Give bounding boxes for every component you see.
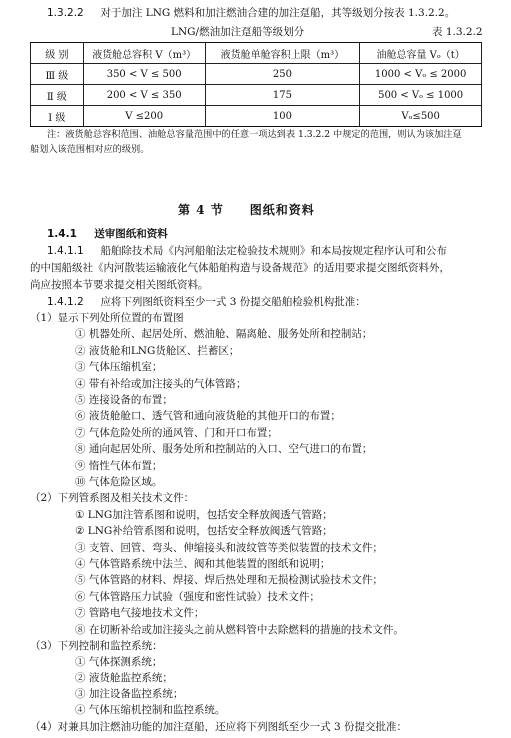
- list-item: ② 液货舱监控系统；: [75, 672, 173, 684]
- table-cell: 500 < Vₒ ≤ 1000: [360, 85, 482, 106]
- table-row: [31, 64, 482, 85]
- table-label: 表 1.3.2.2: [432, 26, 483, 38]
- list-item: ⑦ 气体危险处所的通风管、门和开口布置；: [75, 426, 278, 439]
- heading-text: 送审图纸和资料: [94, 228, 168, 240]
- section-title: 第 4 节 图纸和资料: [178, 203, 315, 217]
- list-item: ③ 气体压缩机室；: [75, 361, 163, 374]
- table-title: LNG/燃油加注趸船等级划分: [171, 26, 305, 38]
- clause-text: 船舶除技术局《内河船舶法定检验技术规则》和本局按规定程序认可和公布: [100, 245, 447, 257]
- list-item: ⑤ 气体管路的材料、焊接、焊后热处理和无损检测试验技术文件；: [75, 574, 383, 587]
- list-item: ⑧ 通向起居处所、服务处所和控制站的入口、空气进口的布置；: [75, 443, 373, 456]
- heading-1-4-1: [47, 227, 168, 241]
- table-cell: Ⅲ 级: [31, 64, 84, 85]
- table-cell: Ⅱ 级: [31, 85, 84, 106]
- list-item: ④ 带有补给或加注接头的气体管路；: [75, 377, 247, 390]
- list-item: ② 液货舱和LNG货舱区、拦蓄区；: [75, 344, 240, 357]
- list-1-heading: （1）显示下列处所位置的布置图: [30, 312, 184, 324]
- list-item: ⑥ 液货舱舱口、透气管和通向液货舱的其他开口的布置；: [75, 410, 341, 423]
- table-row: [31, 106, 482, 127]
- table-header-row: [31, 43, 482, 64]
- clause-number: 1.3.2.2: [47, 7, 84, 19]
- list-item: ④ 气体压缩机控制和监控系统。: [75, 704, 226, 716]
- table-note-line-1: 注：液货舱总容积范围、油舱总容量范围中的任意一项达到表 1.3.2.2 中规定的范围，则认为该加注趸: [47, 129, 462, 140]
- list-item: ② LNG补给管系图和说明，包括安全释放阀透气管路；: [75, 525, 333, 538]
- header-cell: 级 别: [31, 43, 84, 64]
- table-note-line-2: 船划入该范围相对应的级别。: [30, 144, 150, 155]
- table-cell: 1000 < Vₒ ≤ 2000: [360, 64, 482, 85]
- list-item: ① LNG加注管系图和说明，包括安全释放阀透气管路；: [75, 508, 333, 521]
- list-item: ⑧ 在切断补给或加注接头之前从燃料管中去除燃料的措施的技术文件。: [75, 623, 404, 636]
- table-cell: V ≤200: [83, 106, 205, 127]
- table-row: [31, 85, 482, 106]
- table-cell: 175: [205, 85, 360, 106]
- clause-1-3-2-2: [47, 6, 455, 20]
- list-item: ⑤ 连接设备的布置；: [75, 394, 173, 406]
- heading-number: 1.4.1: [47, 228, 77, 240]
- list-item: ⑨ 惰性气体布置；: [75, 459, 163, 472]
- table-cell: Vₒ≤500: [360, 106, 482, 127]
- list-item: ⑩ 气体危险区域。: [75, 476, 163, 488]
- grade-table: [30, 42, 482, 127]
- table-cell: 250: [205, 64, 360, 85]
- table-cell: 350 < V ≤ 500: [83, 64, 205, 85]
- list-item: ⑥ 气体管路压力试验（强度和密性试验）技术文件；: [75, 590, 320, 603]
- list-item: ③ 支管、回管、弯头、伸缩接头和波纹管等类似装置的技术文件；: [75, 541, 383, 554]
- header-cell: 油舱总容量 Vₒ（t）: [360, 43, 482, 64]
- clause-1-4-1-1-line-1: [47, 244, 447, 258]
- clause-1-4-1-1-line-2: 的中国船级社《内河散装运输液化气体船舶构造与设备规范》的适用要求提交图纸资料外，: [30, 262, 450, 274]
- header-cell: 液货舱单舱容积上限（m³）: [205, 43, 360, 64]
- clause-1-4-1-1-line-3: 尚应按照本节要求提交相关图纸资料。: [30, 279, 209, 291]
- list-item: ① 机器处所、起居处所、燃油舱、隔离舱、服务处所和控制站；: [75, 328, 373, 341]
- list-item: ① 气体探测系统；: [75, 656, 163, 668]
- list-item: ⑦ 管路电气接地技术文件；: [75, 607, 205, 620]
- clause-number: 1.4.1.2: [47, 296, 84, 308]
- clause-number: 1.4.1.1: [47, 245, 84, 257]
- header-cell: 液货舱总容积 V（m³）: [83, 43, 205, 64]
- list-3-heading: （3）下列控制和监控系统：: [30, 640, 163, 652]
- list-2-heading: （2）下列管系图及相关技术文件：: [30, 492, 195, 505]
- list-item: ④ 气体管路系统中法兰、阀和其他装置的图纸和说明；: [75, 558, 331, 570]
- list-4-heading: （4）对兼具加注燃油功能的加注趸船，还应将下列图纸至少一式 3 份提交批准：: [30, 721, 408, 733]
- clause-text: 应将下列图纸资料至少一式 3 份提交船舶检验机构批准：: [100, 296, 366, 308]
- clause-1-4-1-2: [47, 295, 366, 309]
- table-cell: Ⅰ 级: [31, 106, 84, 127]
- table-cell: 200 < V ≤ 350: [83, 85, 205, 106]
- list-item: ③ 加注设备监控系统；: [75, 688, 184, 700]
- table-cell: 100: [205, 106, 360, 127]
- clause-text: 对于加注 LNG 燃料和加注燃油合建的加注趸船，其等级划分按表 1.3.2.2。: [100, 7, 456, 19]
